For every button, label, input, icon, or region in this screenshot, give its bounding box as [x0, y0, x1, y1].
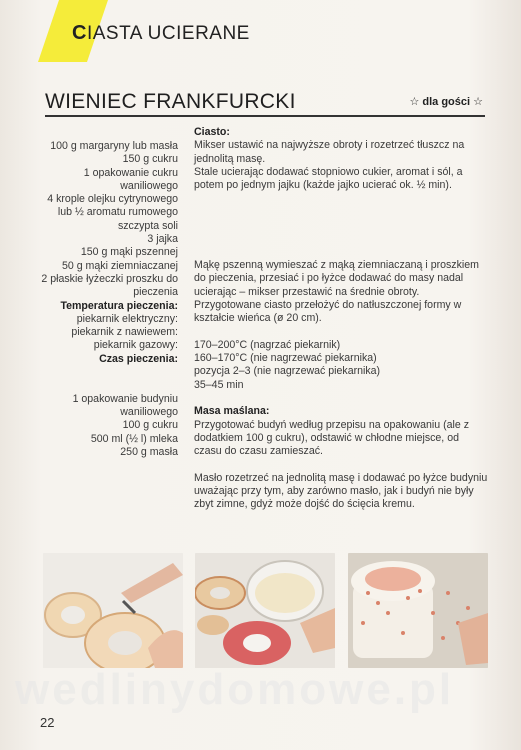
ingredient-item: 1 opakowanie cukru: [83, 166, 178, 179]
ingredient-item: waniliowego: [120, 179, 178, 192]
baking-temperature-label: Temperatura pieczenia:: [60, 299, 178, 312]
cream-ingredient-item: 500 ml (½ l) mleka: [90, 432, 178, 445]
ingredient-item: 3 jajka: [147, 233, 178, 246]
instructions-column: [194, 126, 489, 512]
watermark: wedlinydomowe.pl: [15, 665, 455, 714]
cream-ingredient-item: 1 opakowanie budyniu: [72, 392, 178, 405]
ingredients-column: [40, 140, 178, 459]
cream-ingredient-item: 250 g masła: [120, 445, 178, 458]
ingredient-item: 2 płaskie łyżeczki proszku do: [41, 272, 178, 285]
dough-step-1: Mikser ustawić na najwyższe obroty i rozetrzeć tłuszcz na jednolitą masę.: [194, 139, 465, 165]
ingredient-item: 100 g margaryny lub masła: [50, 140, 178, 152]
guest-tag: [409, 95, 483, 108]
baking-time-label: Czas pieczenia:: [99, 352, 178, 365]
page-number: 22: [40, 715, 55, 730]
photo-cutting-cake-ring: [43, 553, 183, 668]
step-photos: [43, 553, 488, 668]
ingredient-item: pieczenia: [133, 286, 178, 299]
oven-electric-value: 170–200°C (nagrzać piekarnik): [194, 338, 341, 351]
oven-electric-label: piekarnik elektryczny:: [76, 312, 178, 325]
guest-tag-label: dla gości: [422, 96, 471, 108]
chapter-title-initial: C: [72, 22, 87, 44]
chapter-title-rest: IASTA UCIERANE: [86, 23, 250, 44]
ingredient-item: 150 g mąki pszennej: [80, 246, 178, 259]
title-divider: [45, 115, 485, 117]
dough-step-2: Stale ucierając dodawać stopniowo cukier, aromat i sól, a potem po jednym jajku (każde jajko ucierać ok. ½ min).: [194, 165, 463, 192]
dough-heading: Ciasto:: [194, 126, 230, 138]
cream-ingredient-item: 100 g cukru: [122, 419, 178, 432]
photo-finished-wreath: [348, 553, 488, 668]
photo-filling-cake: [195, 553, 335, 668]
oven-gas-value: pozycja 2–3 (nie nagrzewać piekarnika): [194, 365, 381, 378]
oven-convection-value: 160–170°C (nie nagrzewać piekarnika): [194, 352, 377, 365]
baking-time-value: 35–45 min: [194, 378, 244, 391]
cream-step-2: Masło rozetrzeć na jednolitą masę i dodawać po łyżce budyniu uważając przy tym, aby zarówno masło, jak i budyń nie były zbyt zimne, gdyż może dojść do ścięcia kremu.: [194, 471, 488, 511]
ingredient-item: lub ½ aromatu rumowego: [57, 206, 178, 219]
star-icon: ☆: [409, 96, 420, 108]
chapter-title: [72, 22, 250, 45]
ingredient-item: 4 krople olejku cytrynowego: [47, 193, 178, 206]
cream-ingredient-item: waniliowego: [120, 405, 178, 418]
dough-step-3: Mąkę pszenną wymieszać z mąką ziemniaczaną i proszkiem do pieczenia, przesiać i po łyżce dodawać do masy nadal ucierając – mikser przestawić na średnie obroty. Przygotowane ciasto przełożyć do natłuszczonej formy w kształcie wieńca (ø 20 cm).: [194, 258, 479, 325]
star-icon: ☆: [473, 96, 483, 108]
cream-heading: Masa maślana:: [194, 405, 270, 418]
cream-step-1: Przygotować budyń według przepisu na opakowaniu (ale z dodatkiem 100 g cukru), odstawić w chłodne miejsce, od czasu do czasu zamieszać.: [194, 418, 470, 458]
recipe-title: WIENIEC FRANKFURCKI: [45, 90, 296, 113]
ingredient-item: 150 g cukru: [122, 153, 178, 166]
ingredient-item: 50 g mąki ziemniaczanej: [62, 259, 178, 272]
oven-convection-label: piekarnik z nawiewem:: [71, 326, 178, 339]
ingredient-item: szczypta soli: [117, 219, 178, 232]
oven-gas-label: piekarnik gazowy:: [93, 339, 178, 352]
